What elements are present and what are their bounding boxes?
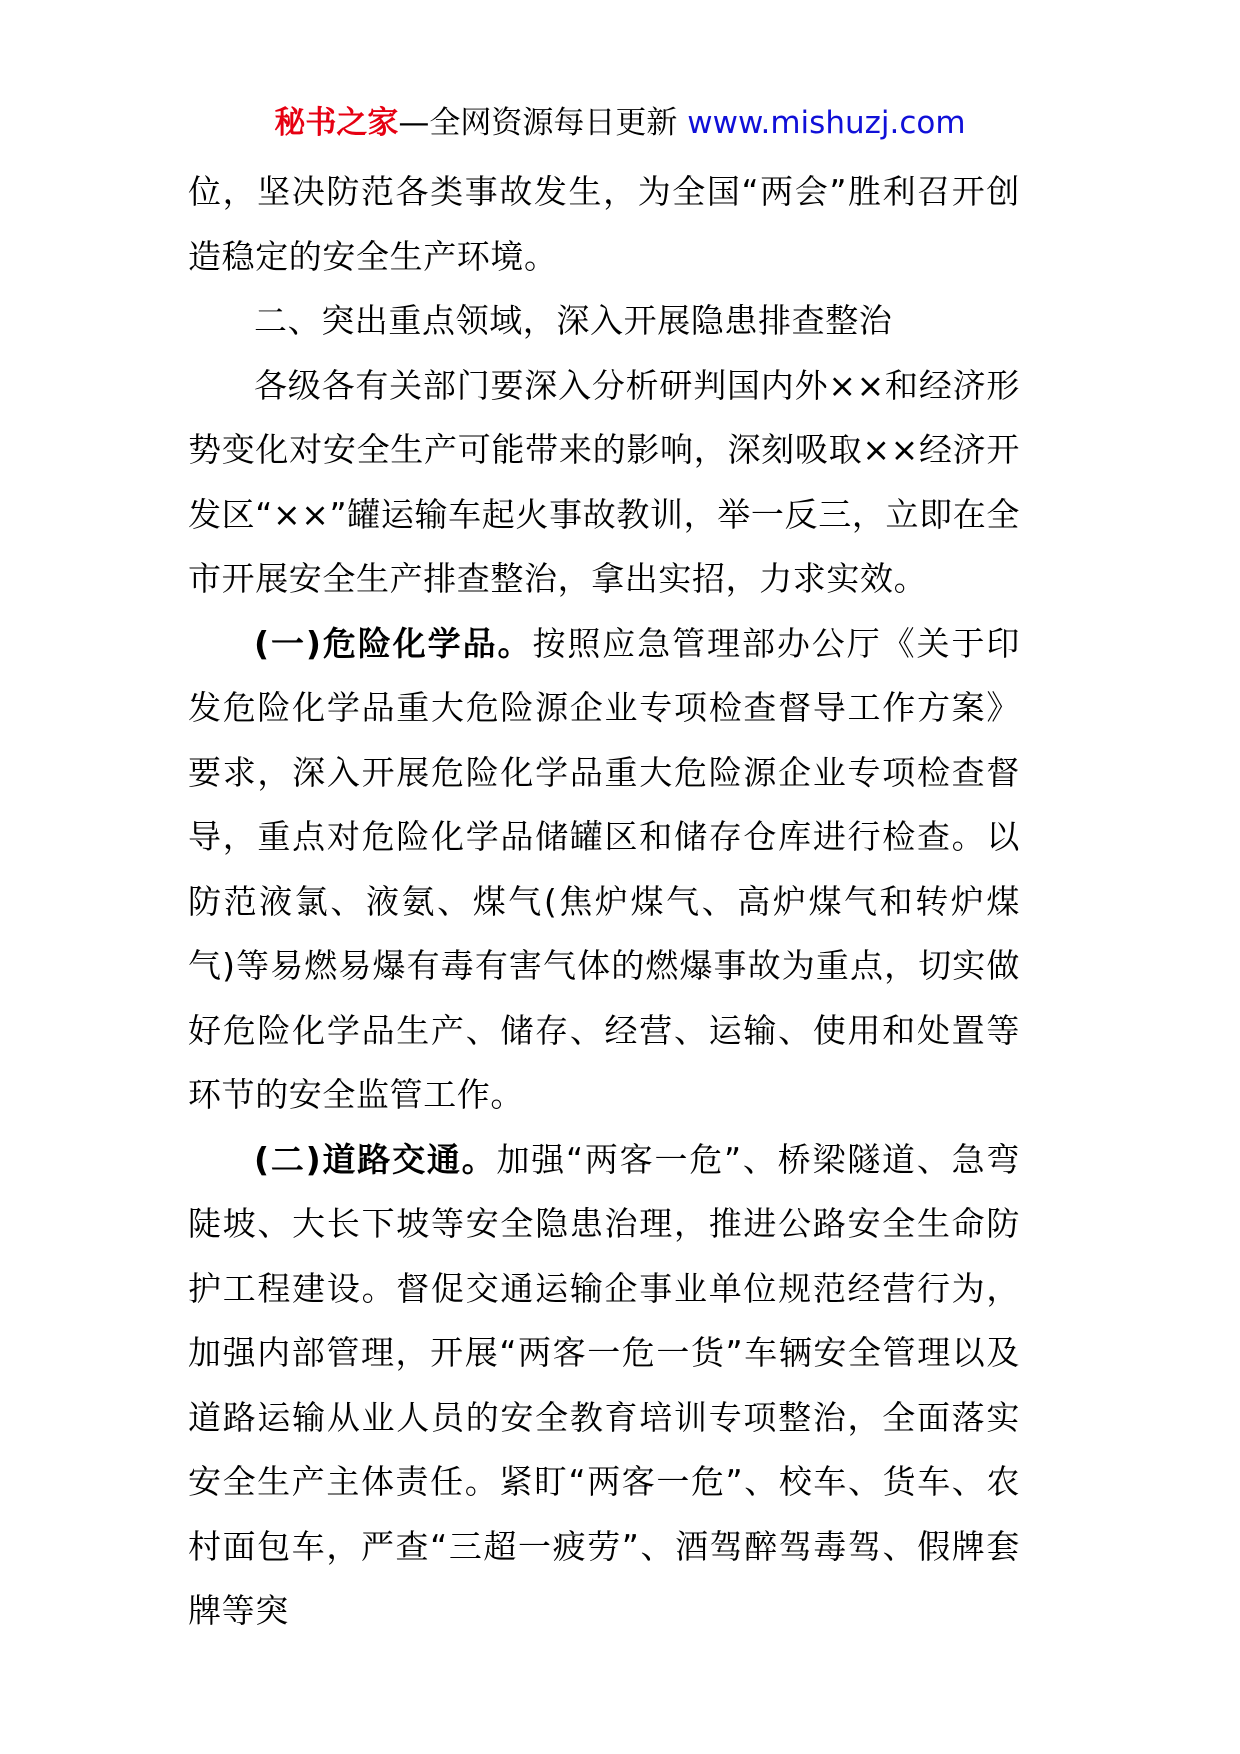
section-title: 二、突出重点领域，深入开展隐患排查整治 <box>254 301 893 340</box>
item-text: 按照应急管理部办公厅《关于印发危险化学品重大危险源企业专项检查督导工作方案》要求，深入开展危险化学品重大危险源企业专项检查督导，重点对危险化学品储罐区和储存仓库进行检查。以防范液氯、液氨、煤气(焦炉煤气、高炉煤气和转炉煤气)等易燃易爆有毒有害气体的燃爆事故为重点，切实做好危险化学品生产、储存、经营、运输、使用和处置等环节的安全监管工作。 <box>188 623 1020 1114</box>
item-heading: (二)道路交通。 <box>254 1139 497 1179</box>
header-tagline: —全网资源每日更新 <box>398 105 678 141</box>
item-hazardous-chemicals <box>188 612 1020 1128</box>
item-road-traffic <box>188 1128 1020 1644</box>
item-text: 加强“两客一危”、桥梁隧道、急弯陡坡、大长下坡等安全隐患治理，推进公路安全生命防护工程建设。督促交通运输企事业单位规范经营行为，加强内部管理，开展“两客一危一货”车辆安全管理以及道路运输从业人员的安全教育培训专项整治，全面落实安全生产主体责任。紧盯“两客一危”、校车、货车、农村面包车，严查“三超一疲劳”、酒驾醉驾毒驾、假牌套牌等突 <box>188 1139 1020 1630</box>
site-header <box>0 102 1240 144</box>
paragraph-intro: 各级各有关部门要深入分析研判国内外××和经济形势变化对安全生产可能带来的影响，深刻吸取××经济开发区“××”罐运输车起火事故教训，举一反三，立即在全市开展安全生产排查整治，拿出实招，力求实效。 <box>188 365 1020 598</box>
brand-name: 秘书之家 <box>274 105 399 141</box>
site-url-link[interactable]: www.mishuzj.com <box>687 105 966 141</box>
item-heading: (一)危险化学品。 <box>254 623 533 663</box>
paragraph-continuation: 位，坚决防范各类事故发生，为全国“两会”胜利召开创造稳定的安全生产环境。 <box>188 172 1020 276</box>
document-body <box>188 160 1020 1644</box>
